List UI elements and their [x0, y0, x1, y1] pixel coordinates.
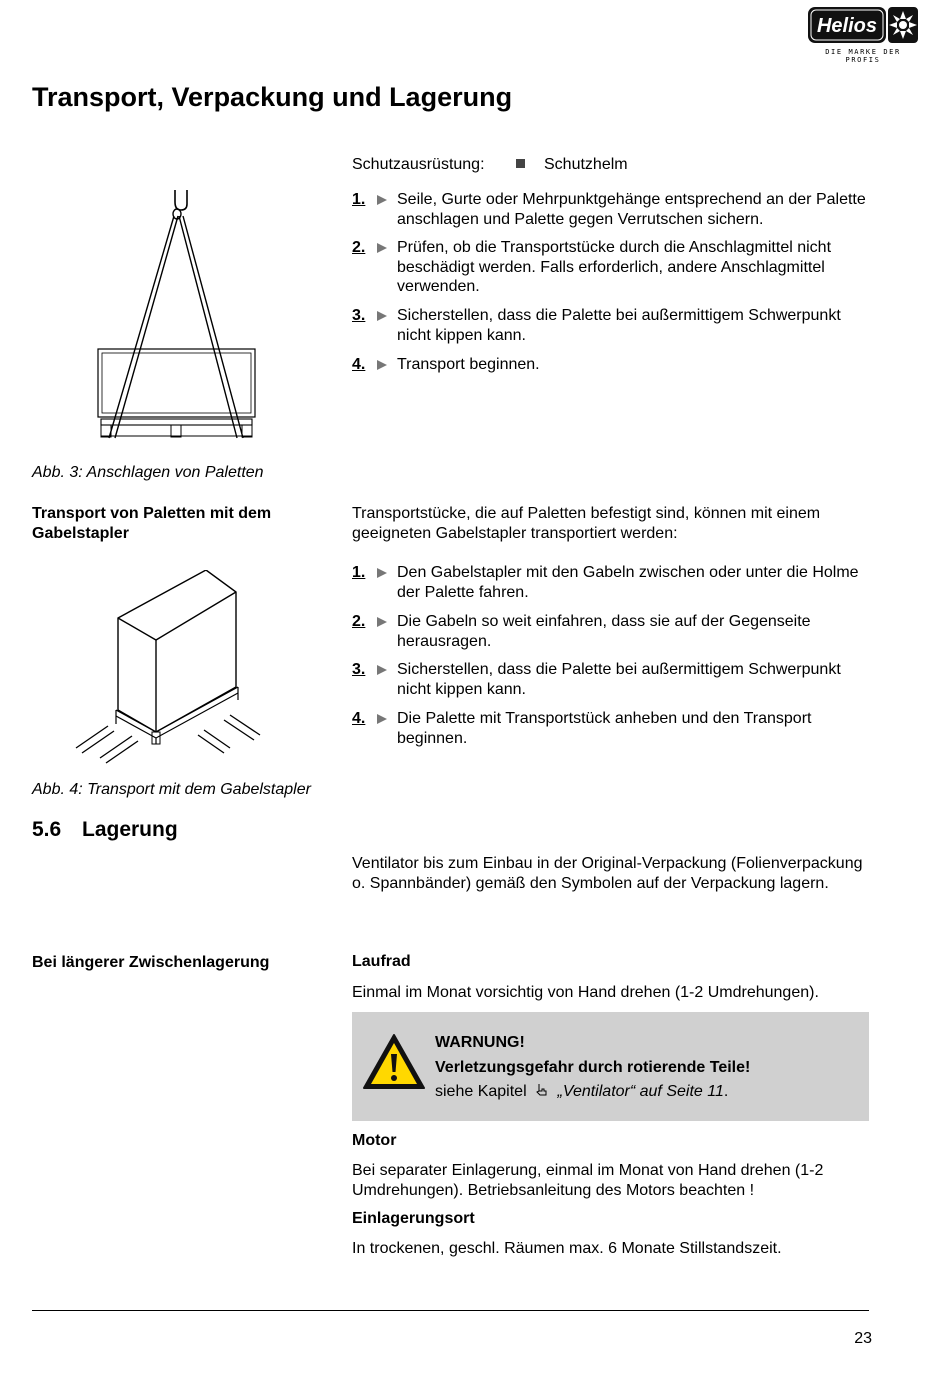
laufrad-text: Einmal im Monat vorsichtig von Hand drehen (1-2 Umdrehungen). [352, 984, 819, 1001]
step-text: Den Gabelstapler mit den Gabeln zwischen oder unter die Holme der Palette fahren. [397, 564, 859, 601]
step-arrow-icon [376, 310, 388, 322]
forklift-step [352, 709, 872, 748]
warning-ref-prefix: siehe Kapitel [435, 1083, 527, 1100]
step-text: Seile, Gurte oder Mehrpunktgehänge entsprechend an der Palette anschlagen und Palette gegen Verrutschen sichern. [397, 191, 866, 228]
forklift-step [352, 660, 872, 699]
step-text: Transport beginnen. [397, 356, 540, 373]
lifting-step [352, 190, 872, 229]
figure-3-caption: Abb. 3: Anschlagen von Paletten [32, 464, 264, 481]
laufrad-heading: Laufrad [352, 953, 411, 970]
brand-name: Helios [816, 15, 878, 37]
location-heading: Einlagerungsort [352, 1210, 475, 1227]
step-text: Die Gabeln so weit einfahren, dass sie auf der Gegenseite herausragen. [397, 613, 811, 650]
warning-ref-link[interactable]: „Ventilator“ auf Seite 11 [557, 1083, 724, 1100]
step-number: 1. [352, 564, 366, 581]
section-number: 5.6 [32, 818, 62, 841]
motor-heading: Motor [352, 1132, 397, 1149]
forklift-intro: Transportstücke, die auf Paletten befestigt sind, können mit einem geeigneten Gabelstapler transportiert werden: [352, 505, 821, 542]
warning-text [435, 1031, 750, 1105]
helios-logo [808, 5, 918, 64]
step-arrow-icon [376, 359, 388, 371]
footer-divider [32, 1310, 869, 1311]
step-text: Sicherstellen, dass die Palette bei außermittigem Schwerpunkt nicht kippen kann. [397, 307, 841, 344]
section-title: Lagerung [82, 818, 178, 841]
page-number: 23 [854, 1330, 872, 1347]
step-arrow-icon [376, 242, 388, 254]
forklift-figure [74, 570, 274, 765]
warning-triangle-icon [362, 1032, 426, 1092]
protection-label: Schutzausrüstung: [352, 156, 485, 173]
step-arrow-icon [376, 616, 388, 628]
step-number: 4. [352, 356, 366, 373]
step-number: 4. [352, 710, 366, 727]
forklift-heading: Transport von Paletten mit dem Gabelstapler [32, 505, 272, 542]
step-number: 2. [352, 239, 366, 256]
warning-ref-suffix: . [723, 1083, 729, 1100]
step-arrow-icon [376, 567, 388, 579]
forklift-step [352, 612, 872, 651]
long-storage-heading: Bei längerer Zwischenlagerung [32, 954, 270, 971]
protection-item: Schutzhelm [544, 156, 628, 173]
step-number: 1. [352, 191, 366, 208]
warning-title: WARNUNG! [435, 1034, 525, 1051]
forklift-step [352, 563, 872, 602]
step-arrow-icon [376, 664, 388, 676]
step-text: Die Palette mit Transportstück anheben und den Transport beginnen. [397, 710, 812, 747]
hand-pointer-icon [535, 1083, 549, 1097]
motor-text: Bei separater Einlagerung, einmal im Monat von Hand drehen (1-2 Umdrehungen). Betriebsanleitung des Motors beachten ! [352, 1162, 824, 1199]
warning-reference [435, 1080, 750, 1105]
step-number: 3. [352, 307, 366, 324]
section-heading [32, 818, 178, 842]
page-title: Transport, Verpackung und Lagerung [32, 82, 513, 112]
bullet-square-icon [516, 159, 525, 168]
step-number: 3. [352, 661, 366, 678]
step-text: Sicherstellen, dass die Palette bei außermittigem Schwerpunkt nicht kippen kann. [397, 661, 841, 698]
step-arrow-icon [376, 713, 388, 725]
pallet-lifting-figure [95, 188, 260, 450]
location-text: In trockenen, geschl. Räumen max. 6 Monate Stillstandszeit. [352, 1240, 782, 1257]
lifting-step [352, 306, 872, 345]
figure-4-caption: Abb. 4: Transport mit dem Gabelstapler [32, 781, 311, 798]
step-number: 2. [352, 613, 366, 630]
warning-subtitle: Verletzungsgefahr durch rotierende Teile! [435, 1058, 751, 1076]
step-text: Prüfen, ob die Transportstücke durch die Anschlagmittel nicht beschädigt werden. Falls erforderlich, andere Anschlagmittel verwenden. [397, 239, 832, 295]
lifting-step [352, 355, 872, 375]
warning-box [352, 1012, 869, 1121]
section-intro: Ventilator bis zum Einbau in der Original-Verpackung (Folienverpackung o. Spannbänder) gemäß den Symbolen auf der Verpackung lagern. [352, 855, 863, 892]
brand-tagline: DIE MARKE DER PROFIS [825, 48, 901, 64]
lifting-step [352, 238, 872, 297]
step-arrow-icon [376, 194, 388, 206]
